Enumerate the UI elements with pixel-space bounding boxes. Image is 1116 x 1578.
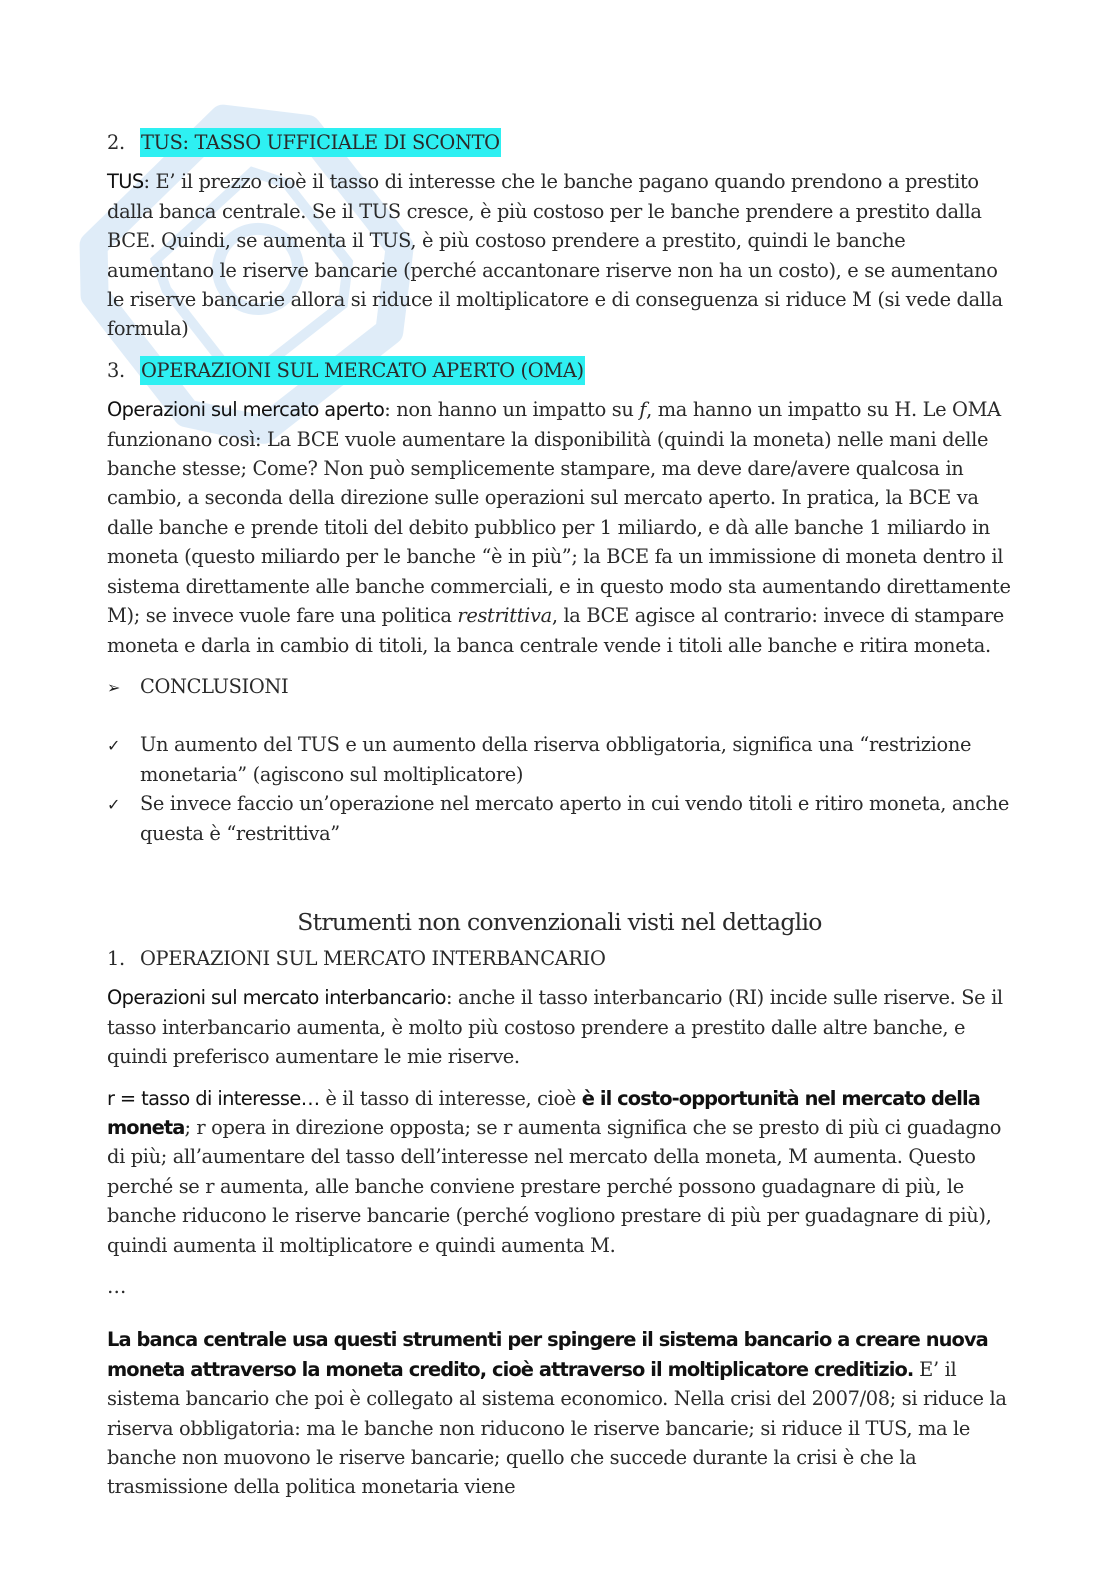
final-paragraph xyxy=(107,1325,1012,1501)
tus-paragraph xyxy=(107,167,1012,343)
conclusion-item xyxy=(107,789,1012,848)
tus-lead: TUS xyxy=(107,170,144,194)
final-strong: La banca centrale usa questi strumenti per spingere il sistema bancario a creare nuova moneta attraverso la moneta credito, cioè attraverso il moltiplicatore creditizio. xyxy=(107,1328,988,1381)
interbank-lead: Operazioni sul mercato interbancario xyxy=(107,986,446,1010)
conclusion-text: Se invece faccio un’operazione nel mercato aperto in cui vendo titoli e ritiro moneta, anche questa è “restrittiva” xyxy=(140,792,1010,845)
section-2-heading-text: TUS: TASSO UFFICIALE DI SCONTO xyxy=(140,128,501,157)
arrow-bullet-icon: ➢ xyxy=(107,677,121,697)
oma-lead: Operazioni sul mercato aperto xyxy=(107,398,385,422)
oma-text-c: , la BCE agisce al contrario: invece di stampare moneta e darla in cambio di titoli, la banca centrale vende i titoli alle banche e ritira moneta. xyxy=(107,604,1004,657)
interbank-paragraph xyxy=(107,983,1012,1071)
section-1-heading-text: OPERAZIONI SUL MERCATO INTERBANCARIO xyxy=(140,946,606,970)
section-2-number: 2. xyxy=(107,131,125,154)
section-3-heading-text: OPERAZIONI SUL MERCATO APERTO (OMA) xyxy=(140,356,585,385)
oma-text-italic: restrittiva xyxy=(457,604,552,628)
section-3-heading xyxy=(107,356,1012,385)
section-title: Strumenti non convenzionali visti nel dettaglio xyxy=(297,907,822,936)
oma-text-b: , ma hanno un impatto su H. Le OMA funzionano così: La BCE vuole aumentare la disponibilità (quindi la moneta) nelle mani delle banche stesse; Come? Non può semplicemente stampare, ma deve dare/avere qualcosa in cambio, a seconda della direzione sulle operazioni sul mercato aperto. In pratica, la BCE va dalle banche e prende titoli del debito pubblico per 1 miliardo, e dà alle banche 1 miliardo in moneta (questo miliardo per le banche “è in più”; la BCE fa un immissione di moneta dentro il sistema direttamente alle banche commerciali, e in questo modo sta aumentando direttamente M); se invece vuole fare una politica xyxy=(107,398,1011,628)
oma-paragraph xyxy=(107,395,1012,660)
check-bullet-icon: ✓ xyxy=(107,736,121,756)
final-text: E’ il sistema bancario che poi è collegato al sistema economico. Nella crisi del 2007/08; si riduce la riserva obbligatoria: ma le banche non riducono le riserve bancarie; si riduce il TUS, ma le banche non muovono le riserve bancarie; quello che succede durante la crisi è che la trasmissione della politica monetaria viene xyxy=(107,1357,1007,1499)
rate-text-a: è il tasso di interesse, cioè xyxy=(319,1086,582,1110)
section-1-heading xyxy=(107,944,1012,973)
ellipsis: … xyxy=(107,1275,127,1298)
document-page xyxy=(107,128,1012,1514)
conclusion-text: Un aumento del TUS e un aumento della riserva obbligatoria, significa una “restrizione monetaria” (agiscono sul moltiplicatore) xyxy=(140,733,972,786)
oma-text-a: : non hanno un impatto su xyxy=(384,398,640,422)
rate-paragraph xyxy=(107,1084,1012,1260)
check-bullet-icon: ✓ xyxy=(107,795,121,815)
section-1-number: 1. xyxy=(107,946,125,970)
conclusion-item xyxy=(107,730,1012,789)
tus-text: : E’ il prezzo cioè il tasso di interesse che le banche pagano quando prendono a prestito dalla banca centrale. Se il TUS cresce, è più costoso per le banche prendere a prestito dalla BCE. Quindi, se aumenta il TUS, è più costoso prendere a prestito, quindi le banche aumentano le riserve bancarie (perché accantonare riserve non ha un costo), e se aumentano le riserve bancarie allora si riduce il moltiplicatore e di conseguenza si riduce M (si vede dalla formula) xyxy=(107,170,1003,341)
rate-text-b: ; r opera in direzione opposta; se r aumenta significa che se presto di più ci guadagno di più; all’aumentare del tasso dell’interesse nel mercato della moneta, M aumenta. Questo perché se r aumenta, alle banche conviene prestare perché possono guadagnare di più, le banche riducono le riserve bancarie (perché vogliono prestare di più per guadagnare di più), quindi aumenta il moltiplicatore e quindi aumenta M. xyxy=(107,1115,1002,1257)
interbank-text: : anche il tasso interbancario (RI) incide sulle riserve. Se il tasso interbancario aumenta, è molto più costoso prendere a prestito dalle altre banche, e quindi preferisco aumentare le mie riserve. xyxy=(107,986,1003,1069)
rate-lead: r = tasso di interesse… xyxy=(107,1086,320,1110)
section-2-heading xyxy=(107,128,1012,157)
oma-text-f: f xyxy=(639,398,647,422)
section-3-number: 3. xyxy=(107,358,125,382)
rate-strong: è il costo-opportunità nel mercato della moneta xyxy=(107,1086,980,1139)
conclusions-label: CONCLUSIONI xyxy=(140,674,289,698)
conclusions-heading xyxy=(107,672,1012,702)
